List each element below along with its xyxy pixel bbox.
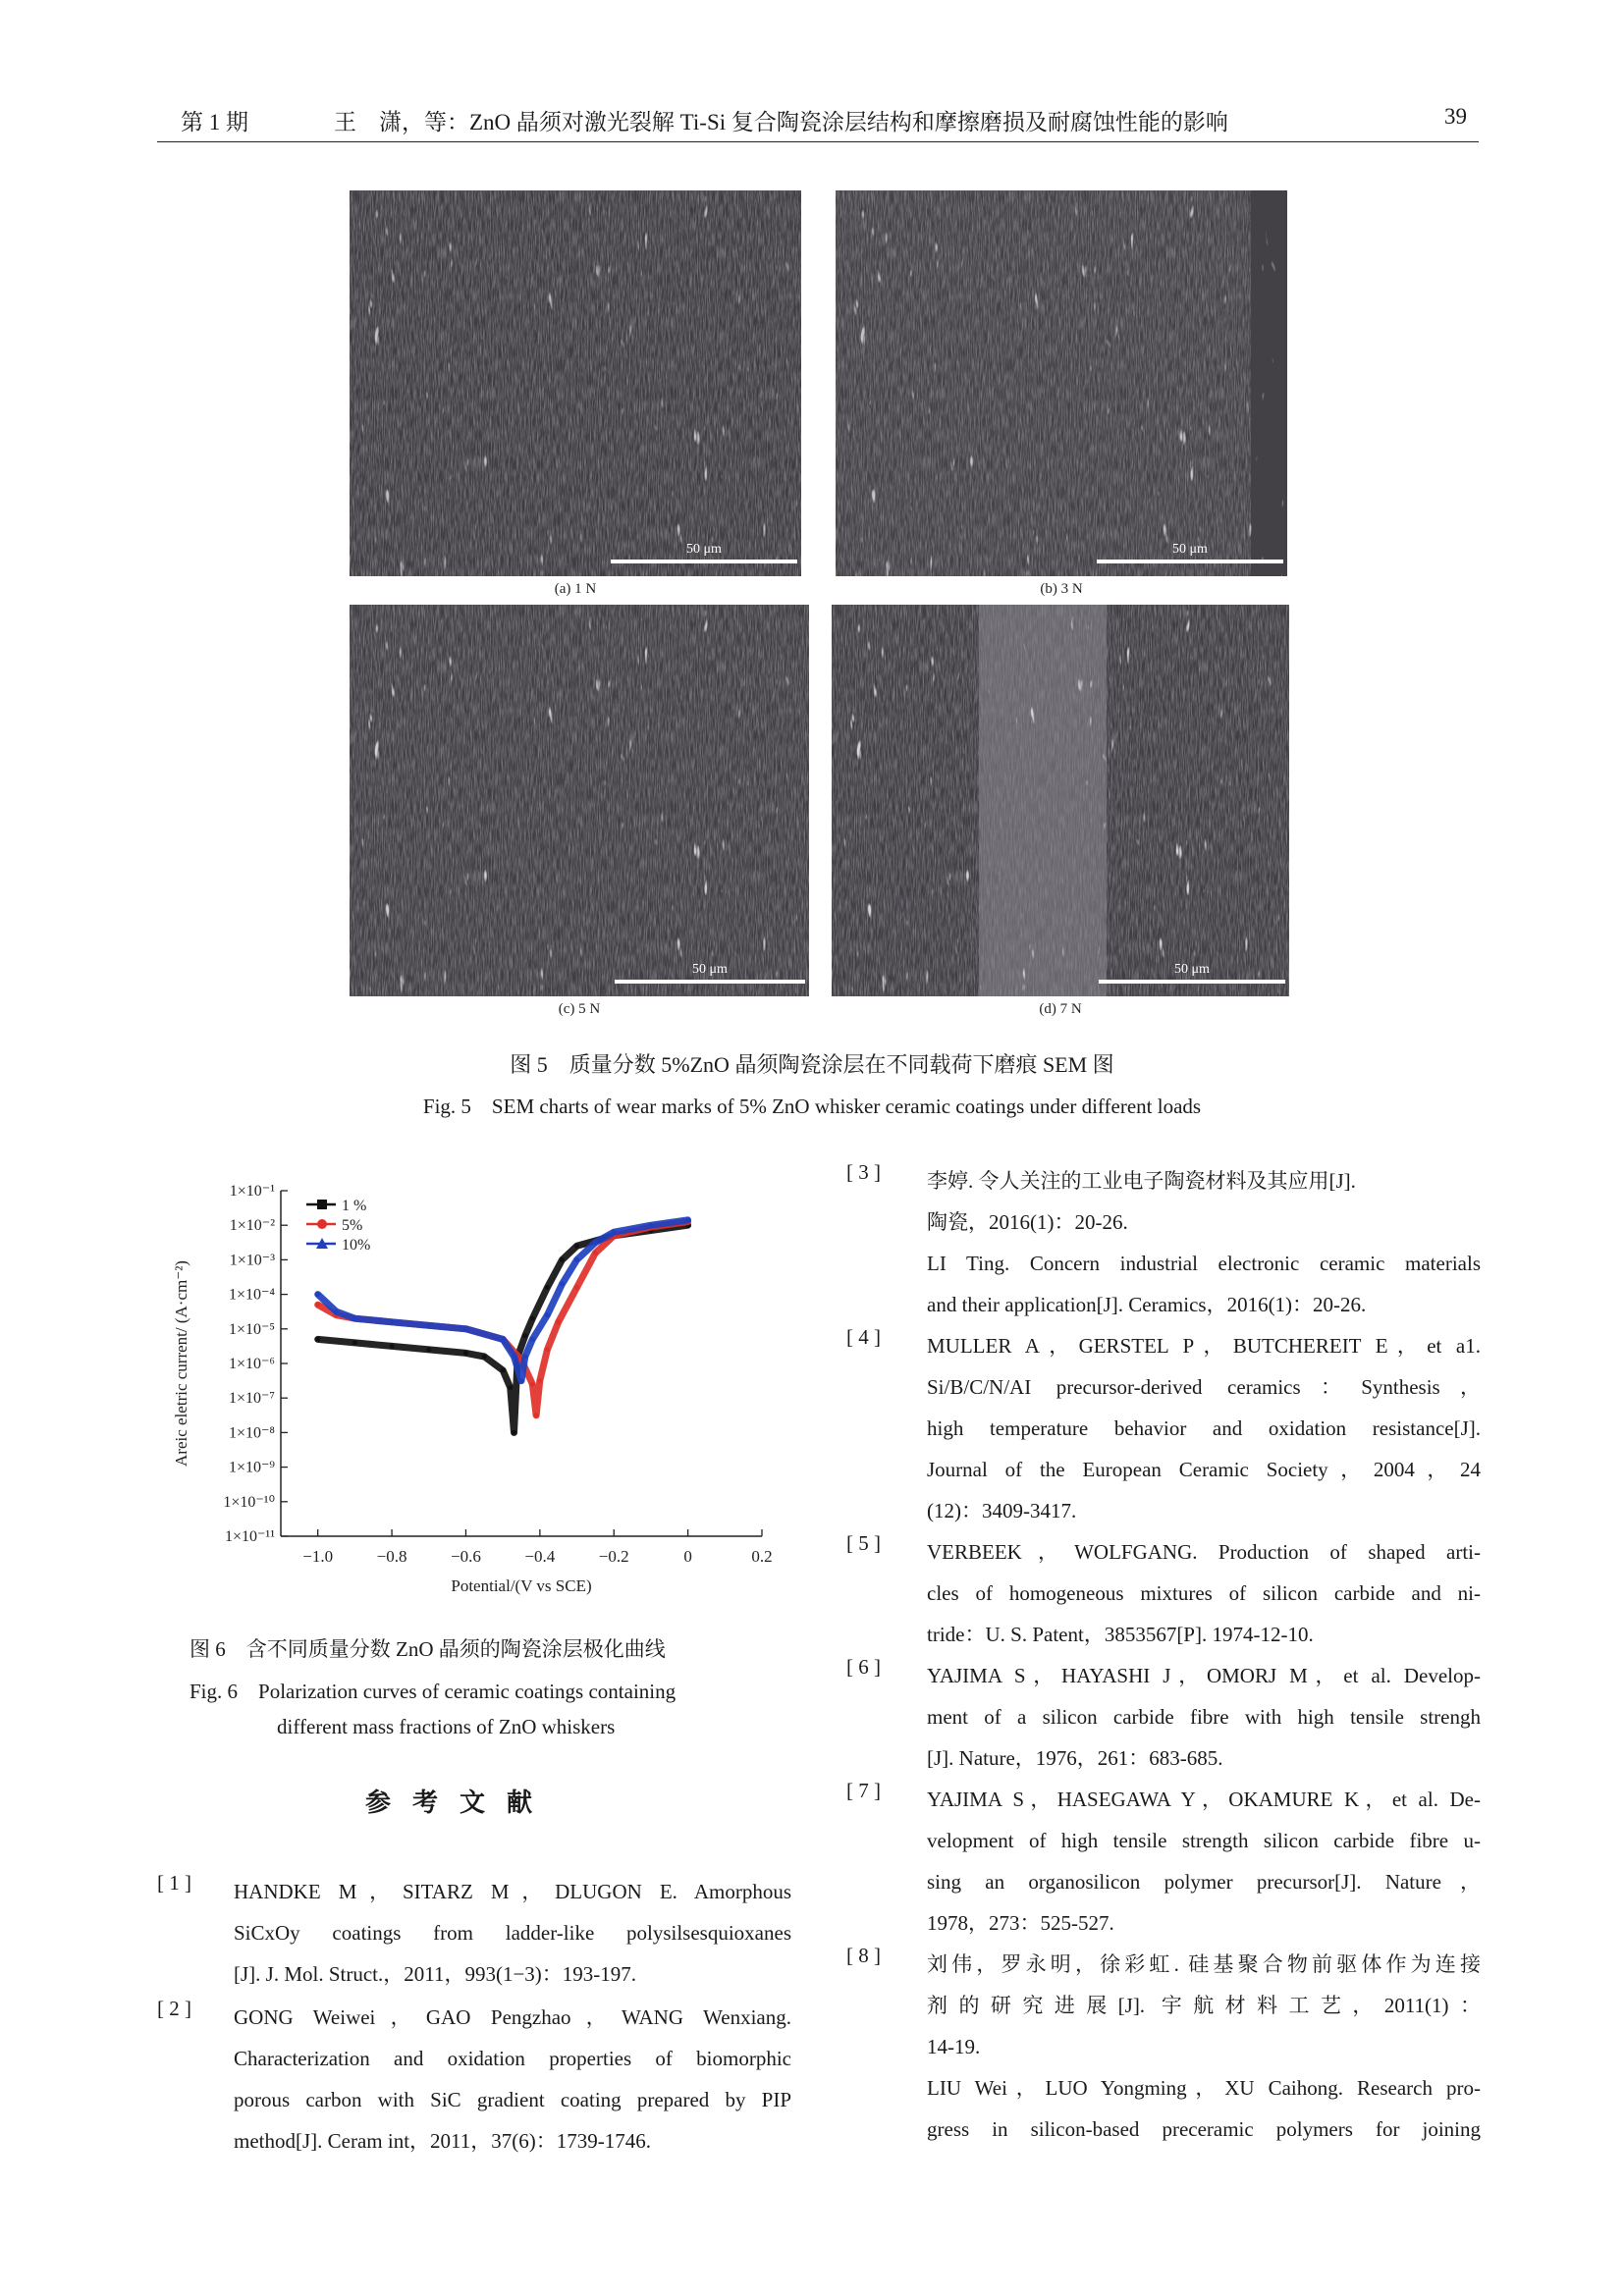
fig6-caption-cn: 图 6 含不同质量分数 ZnO 晶须的陶瓷涂层极化曲线 [189, 1637, 666, 1661]
reference-line: LI Ting. Concern industrial electronic ceramic materials [927, 1252, 1481, 1275]
y-tick-label: 1×10⁻³ [229, 1252, 275, 1269]
series-point-0 [390, 1344, 395, 1349]
y-tick-label: 1×10⁻¹ [229, 1183, 275, 1200]
y-tick-label: 1×10⁻⁸ [228, 1424, 275, 1442]
scale-label: 50 μm [686, 542, 722, 557]
series-point-1 [530, 1382, 535, 1387]
reference-line: HANDKE M，SITARZ M，DLUGON E. Amorphous [234, 1880, 791, 1903]
reference-line: velopment of high tensile strength silicon carbide fibre u- [927, 1829, 1481, 1852]
x-tick-label: −0.8 [376, 1547, 407, 1566]
legend-marker [317, 1219, 327, 1229]
series-point-1 [537, 1378, 542, 1383]
x-tick-label: −0.2 [598, 1547, 629, 1566]
fig5-caption-en: Fig. 5 SEM charts of wear marks of 5% ZnO whisker ceramic coatings under different loads [422, 1095, 1202, 1118]
series-point-2 [519, 1378, 524, 1383]
reference-line: porous carbon with SiC gradient coating prepared by PIP [234, 2088, 791, 2111]
reference-line: (12)：3409-3417. [927, 1499, 1077, 1522]
reference-line: 李婷. 令人关注的工业电子陶瓷材料及其应用[J]. [927, 1169, 1356, 1193]
series-point-0 [482, 1354, 487, 1359]
reference-line: 1978，273：525-527. [927, 1911, 1114, 1935]
reference-line: tride：U. S. Patent，3853567[P]. 1974-12-10. [927, 1623, 1314, 1646]
reference-line: 陶瓷，2016(1)：20-26. [927, 1210, 1128, 1234]
series-point-0 [530, 1316, 535, 1321]
y-tick-label: 1×10⁻⁶ [228, 1356, 275, 1372]
sem-caption-c: (c) 5 N [558, 1001, 601, 1017]
scale-label: 50 μm [1172, 542, 1208, 557]
y-tick-label: 1×10⁻¹⁰ [223, 1493, 275, 1511]
reference-number: [ 3 ] [846, 1160, 881, 1184]
reference-line: GONG Weiwei，GAO Pengzhao，WANG Wenxiang. [234, 2005, 791, 2029]
reference-number: [ 7 ] [846, 1779, 881, 1802]
sem-panel-c [350, 605, 809, 996]
polarization-chart [157, 1173, 805, 1610]
x-tick-label: 0.2 [751, 1547, 773, 1566]
series-point-0 [501, 1368, 506, 1373]
y-axis-label: Areic eletric current/ (A·cm⁻²) [172, 1260, 190, 1467]
sem-caption-d: (d) 7 N [1039, 1001, 1082, 1017]
sem-caption-a: (a) 1 N [554, 581, 597, 597]
reference-number: [ 5 ] [846, 1531, 881, 1555]
series-point-0 [560, 1257, 565, 1262]
x-tick-label: −0.4 [524, 1547, 556, 1566]
series-point-0 [426, 1347, 431, 1352]
series-point-2 [334, 1309, 339, 1314]
series-point-0 [574, 1244, 579, 1249]
series-point-0 [463, 1351, 468, 1356]
series-point-0 [512, 1430, 516, 1435]
series-point-2 [685, 1217, 690, 1222]
reference-line: 刘伟，罗永明，徐彩虹. 硅基聚合物前驱体作为连接 [927, 1952, 1481, 1976]
series-point-2 [426, 1323, 431, 1328]
series-point-2 [390, 1319, 395, 1324]
fig5-caption-cn: 图 5 质量分数 5%ZnO 晶须陶瓷涂层在不同载荷下磨痕 SEM 图 [510, 1052, 1114, 1077]
reference-number: [ 6 ] [846, 1655, 881, 1679]
series-point-2 [501, 1337, 506, 1342]
reference-line: Si/B/C/N/AI precursor-derived ceramics：Synthesis， [927, 1375, 1481, 1399]
reference-line: high temperature behavior and oxidation resistance[J]. [927, 1416, 1481, 1440]
reference-line: ment of a silicon carbide fibre with high tensile strengh [927, 1705, 1481, 1729]
series-line-0 [318, 1225, 688, 1432]
series-point-0 [545, 1285, 550, 1290]
reference-line: YAJIMA S，HAYASHI J，OMORJ M，et al. Develop- [927, 1664, 1481, 1687]
series-point-2 [648, 1223, 653, 1228]
series-point-2 [560, 1282, 565, 1287]
reference-number: [ 8 ] [846, 1944, 881, 1967]
reference-line: Journal of the European Ceramic Society，2004，24 [927, 1458, 1481, 1481]
x-tick-label: −0.6 [451, 1547, 481, 1566]
series-point-2 [512, 1354, 516, 1359]
legend-marker [317, 1200, 327, 1209]
series-line-2 [318, 1220, 688, 1381]
series-point-2 [352, 1316, 357, 1321]
page-number: 39 [1444, 104, 1467, 129]
reference-line: method[J]. Ceram int，2011，37(6)：1739-1746. [234, 2129, 651, 2153]
series-point-2 [315, 1292, 320, 1297]
y-tick-label: 1×10⁻⁷ [228, 1390, 275, 1408]
series-point-1 [534, 1413, 539, 1417]
series-point-2 [530, 1337, 535, 1342]
series-point-1 [593, 1251, 598, 1255]
series-point-2 [463, 1326, 468, 1331]
reference-line: [J]. Nature，1976，261：683-685. [927, 1746, 1223, 1770]
y-tick-label: 1×10⁻⁴ [228, 1286, 275, 1304]
x-axis-label: Potential/(V vs SCE) [451, 1576, 592, 1595]
reference-line: MULLER A，GERSTEL P，BUTCHEREIT E，et a1. [927, 1334, 1481, 1358]
reference-line: cles of homogeneous mixtures of silicon carbide and ni- [927, 1581, 1481, 1605]
reference-line: 14-19. [927, 2035, 981, 2058]
reference-line: 剂的研究进展[J]. 宇航材料工艺，2011(1)： [927, 1994, 1481, 2017]
series-point-1 [556, 1319, 561, 1324]
reference-line: and their application[J]. Ceramics，2016(1)：20-26. [927, 1293, 1367, 1316]
legend-label: 5% [342, 1217, 363, 1234]
series-point-2 [522, 1354, 527, 1359]
series-point-2 [574, 1257, 579, 1262]
y-tick-label: 1×10⁻⁵ [228, 1320, 275, 1338]
reference-line: SiCxOy coatings from ladder-like polysilsesquioxanes [234, 1921, 791, 1945]
legend-label: 10% [342, 1237, 371, 1254]
series-point-0 [315, 1337, 320, 1342]
fig6-caption-en-1: Fig. 6 Polarization curves of ceramic coatings containing [189, 1680, 677, 1703]
sem-panel-d [832, 605, 1289, 996]
reference-line: gress in silicon-based preceramic polymers for joining [927, 2117, 1481, 2141]
reference-number: [ 1 ] [157, 1871, 191, 1895]
scale-label: 50 μm [692, 962, 728, 977]
series-point-1 [545, 1347, 550, 1352]
series-point-2 [612, 1230, 617, 1235]
reference-line: sing an organosilicon polymer precursor[J]. Nature， [927, 1870, 1481, 1894]
x-tick-label: −1.0 [302, 1547, 334, 1566]
series-point-0 [352, 1340, 357, 1345]
sem-panel-a [350, 190, 801, 576]
reference-line: YAJIMA S，HASEGAWA Y，OKAMURE K，et al. De- [927, 1788, 1481, 1811]
y-tick-label: 1×10⁻² [229, 1217, 275, 1235]
series-point-1 [315, 1303, 320, 1308]
issue-label: 第 1 期 [181, 110, 248, 134]
article-title: 王 潇，等：ZnO 晶须对激光裂解 Ti-Si 复合陶瓷涂层结构和摩擦磨损及耐腐蚀性能的影响 [334, 110, 1228, 134]
series-point-2 [593, 1240, 598, 1245]
series-point-1 [574, 1285, 579, 1290]
reference-number: [ 4 ] [846, 1325, 881, 1349]
fig6-caption-en-2: different mass fractions of ZnO whiskers [277, 1715, 616, 1738]
running-header [157, 100, 1479, 142]
reference-line: [J]. J. Mol. Struct.，2011，993(1−3)：193-197. [234, 1962, 637, 1986]
scale-label: 50 μm [1174, 962, 1210, 977]
references-heading: 参考文献 [365, 1789, 555, 1818]
y-tick-label: 1×10⁻⁹ [228, 1459, 275, 1476]
reference-line: VERBEEK，WOLFGANG. Production of shaped arti- [927, 1540, 1481, 1564]
legend-label: 1 % [342, 1198, 367, 1214]
reference-line: LIU Wei，LUO Yongming，XU Caihong. Research pro- [927, 2076, 1481, 2100]
series-point-0 [508, 1385, 513, 1390]
x-tick-label: 0 [683, 1547, 692, 1566]
reference-number: [ 2 ] [157, 1997, 191, 2020]
series-point-0 [522, 1333, 527, 1338]
sem-panel-b [836, 190, 1287, 576]
series-point-2 [545, 1312, 550, 1317]
sem-caption-b: (b) 3 N [1040, 581, 1083, 597]
reference-line: Characterization and oxidation properties of biomorphic [234, 2047, 791, 2070]
y-tick-label: 1×10⁻¹¹ [224, 1528, 275, 1545]
